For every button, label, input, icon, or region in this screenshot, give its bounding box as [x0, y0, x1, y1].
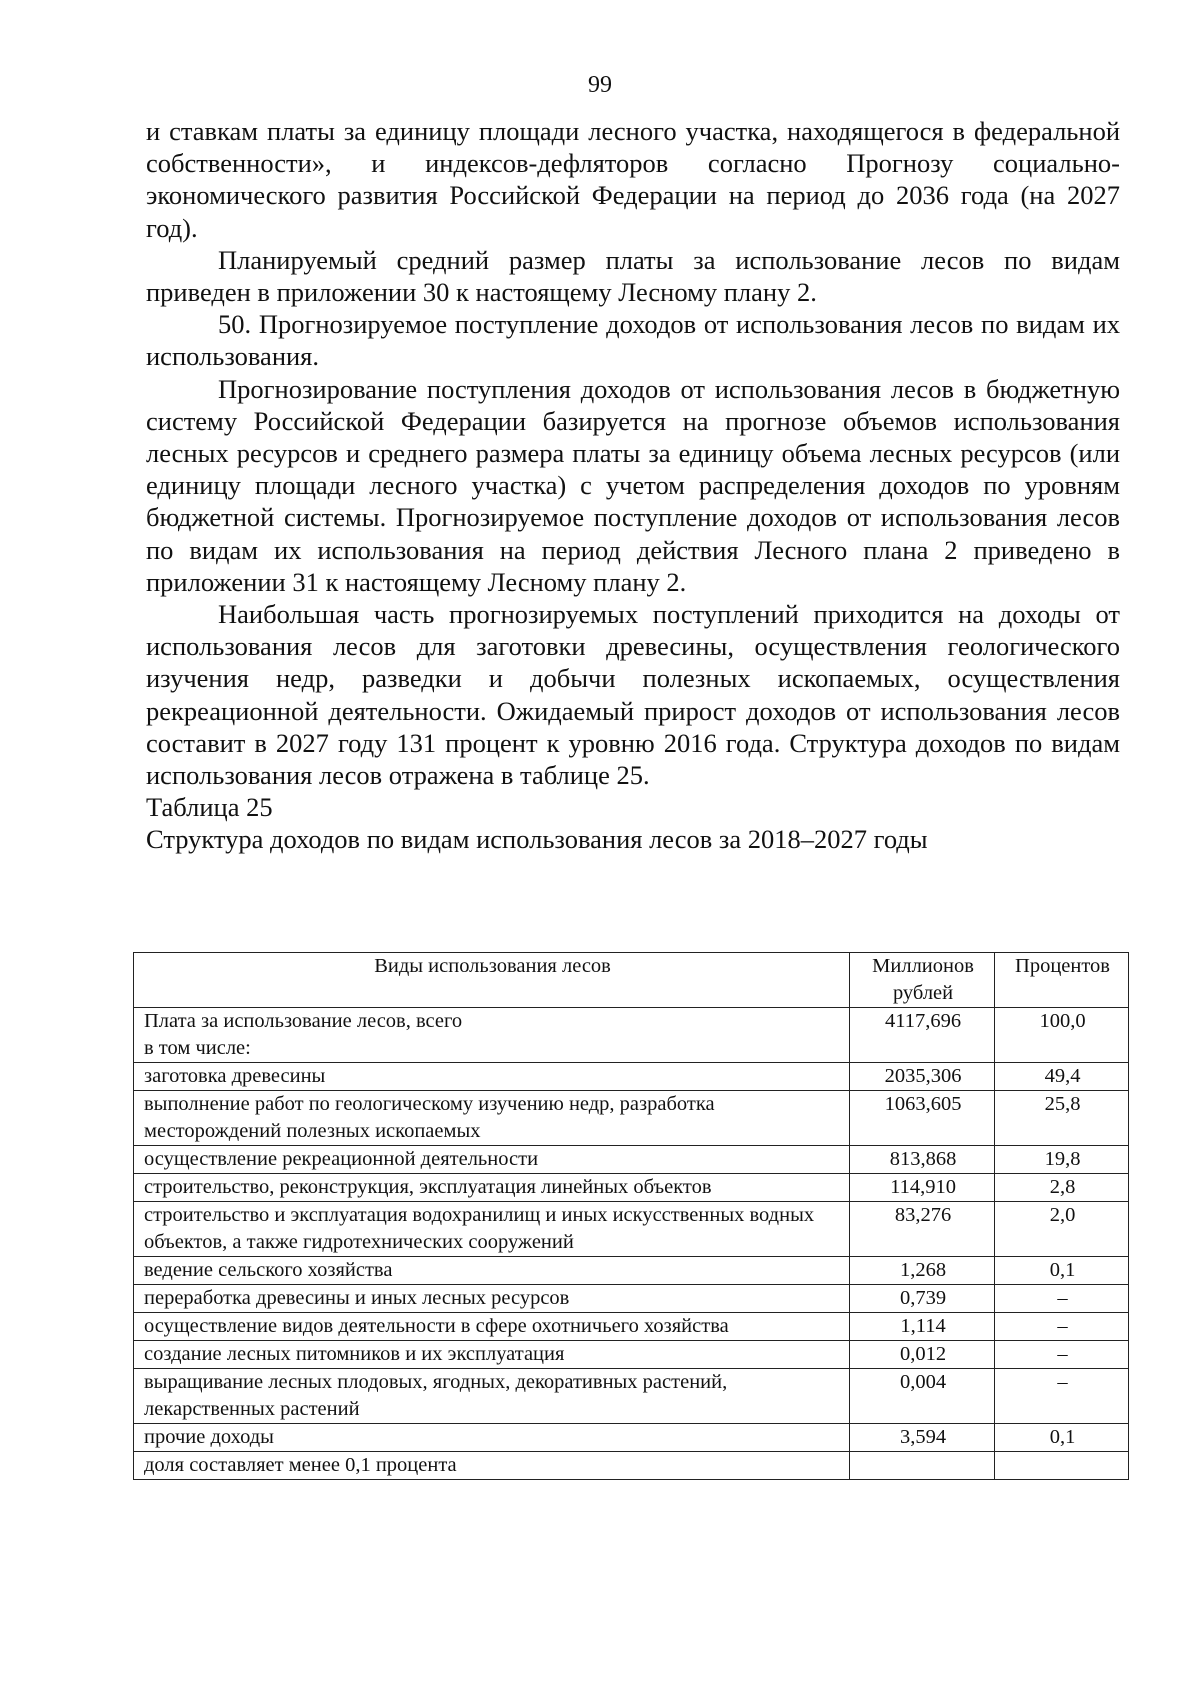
row-percent-value: 49,4 [995, 1063, 1129, 1091]
table-row [134, 1146, 1129, 1174]
income-structure-table [133, 952, 1129, 1480]
row-usage-type: заготовка древесины [134, 1063, 850, 1091]
table-number-label: Таблица 25 [146, 792, 273, 823]
row-usage-type: строительство и эксплуатация водохранилищ и иных искусственных водных объектов, а также гидротехнических сооружений [134, 1202, 850, 1257]
table-row [134, 1174, 1129, 1202]
paragraph-continuation: и ставкам платы за единицу площади лесного участка, находящегося в федеральной собственности», и индексов-дефляторов согласно Прогнозу социально-экономического развития Российской Федерации на период до 2036 года (на 2027 год). [146, 116, 1120, 243]
paragraph-planned-fee: Планируемый средний размер платы за использование лесов по видам приведен в приложении 30 к настоящему Лесному плану 2. [146, 244, 1120, 308]
row-percent-value: 100,0 [995, 1008, 1129, 1063]
row-millions-value [850, 1452, 995, 1480]
table-row [134, 1424, 1129, 1452]
row-percent-value: 2,8 [995, 1174, 1129, 1202]
row-usage-type: выполнение работ по геологическому изучению недр, разработка месторождений полезных ископаемых [134, 1091, 850, 1146]
paragraph-largest-share: Наибольшая часть прогнозируемых поступлений приходится на доходы от использования лесов для заготовки древесины, осуществления геологического изучения недр, разведки и добычи полезных ископаемых, осуществления рекреационной деятельности. Ожидаемый прирост доходов от использования лесов составит в 2027 году 131 процент к уровню 2016 года. Структура доходов по видам использования лесов отражена в таблице 25. [146, 599, 1120, 791]
row-usage-type: прочие доходы [134, 1424, 850, 1452]
row-millions-value: 114,910 [850, 1174, 995, 1202]
row-usage-type: строительство, реконструкция, эксплуатация линейных объектов [134, 1174, 850, 1202]
row-percent-value: 2,0 [995, 1202, 1129, 1257]
row-usage-type: Плата за использование лесов, всего в том числе: [134, 1008, 850, 1063]
row-percent-value: – [995, 1313, 1129, 1341]
row-usage-type: переработка древесины и иных лесных ресурсов [134, 1285, 850, 1313]
row-usage-type: выращивание лесных плодовых, ягодных, декоративных растений, лекарственных растений [134, 1369, 850, 1424]
row-millions-value: 0,004 [850, 1369, 995, 1424]
row-millions-value: 1063,605 [850, 1091, 995, 1146]
row-percent-value: 25,8 [995, 1091, 1129, 1146]
row-millions-value: 1,268 [850, 1257, 995, 1285]
row-millions-value: 1,114 [850, 1313, 995, 1341]
row-usage-type: осуществление рекреационной деятельности [134, 1146, 850, 1174]
row-millions-value: 83,276 [850, 1202, 995, 1257]
table-body [134, 1008, 1129, 1480]
table-title: Структура доходов по видам использования лесов за 2018–2027 годы [146, 824, 928, 855]
row-millions-value: 2035,306 [850, 1063, 995, 1091]
row-usage-type: ведение сельского хозяйства [134, 1257, 850, 1285]
table-row [134, 1063, 1129, 1091]
row-millions-value: 813,868 [850, 1146, 995, 1174]
row-usage-type: доля составляет менее 0,1 процента [134, 1452, 850, 1480]
table-row [134, 1202, 1129, 1257]
row-percent-value: 19,8 [995, 1146, 1129, 1174]
header-millions-rubles: Миллионов рублей [850, 953, 995, 1008]
table-row [134, 1369, 1129, 1424]
row-millions-value: 0,012 [850, 1341, 995, 1369]
page-number: 99 [588, 72, 612, 98]
row-percent-value: – [995, 1285, 1129, 1313]
row-millions-value: 3,594 [850, 1424, 995, 1452]
row-percent-value: 0,1 [995, 1257, 1129, 1285]
table-row [134, 1008, 1129, 1063]
table-row [134, 1257, 1129, 1285]
table-row [134, 1452, 1129, 1480]
row-percent-value [995, 1452, 1129, 1480]
paragraph-forecasting: Прогнозирование поступления доходов от использования лесов в бюджетную систему Российской Федерации базируется на прогнозе объемов использования лесных ресурсов и среднего размера платы за единицу объема лесных ресурсов (или единицу площади лесного участка) с учетом распределения доходов по уровням бюджетной системы. Прогнозируемое поступление доходов от использования лесов по видам их использования на период действия Лесного плана 2 приведено в приложении 31 к настоящему Лесному плану 2. [146, 373, 1120, 597]
row-millions-value: 0,739 [850, 1285, 995, 1313]
table-row [134, 1091, 1129, 1146]
row-usage-type: создание лесных питомников и их эксплуатация [134, 1341, 850, 1369]
table-row [134, 1285, 1129, 1313]
table-header-row [134, 953, 1129, 1008]
row-percent-value: – [995, 1369, 1129, 1424]
header-usage-type: Виды использования лесов [134, 953, 850, 1008]
table-row [134, 1313, 1129, 1341]
document-body [146, 115, 1120, 856]
row-percent-value: – [995, 1341, 1129, 1369]
row-percent-value: 0,1 [995, 1424, 1129, 1452]
table-row [134, 1341, 1129, 1369]
row-millions-value: 4117,696 [850, 1008, 995, 1063]
row-usage-type: осуществление видов деятельности в сфере охотничьего хозяйства [134, 1313, 850, 1341]
paragraph-section-50: 50. Прогнозируемое поступление доходов от использования лесов по видам их использования. [146, 309, 1120, 372]
header-percent: Процентов [995, 953, 1129, 1008]
